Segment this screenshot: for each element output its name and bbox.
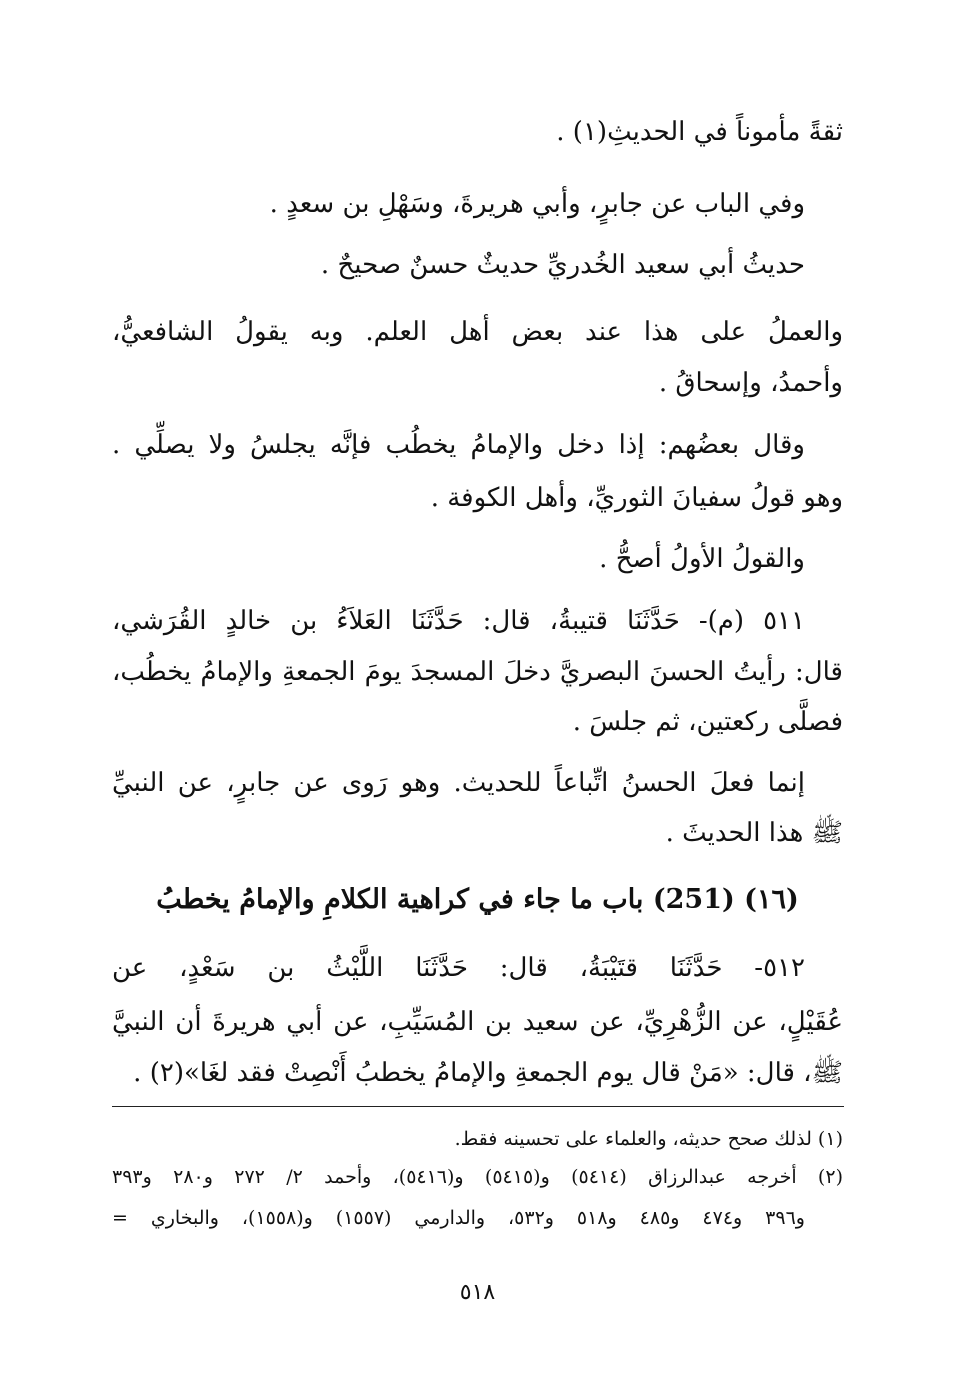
text-line: وقال بعضُهم: إذا دخل والإمامُ يخطُب فإنَّه يجلسُ ولا يصلِّي . — [112, 430, 805, 460]
text-line: قال: رأيتُ الحسنَ البصريَّ دخلَ المسجدَ يومَ الجمعةِ والإمامُ يخطُب، — [112, 657, 843, 687]
text-line: وفي الباب عن جابرٍ، وأبي هريرةَ، وسَهْلِ بن سعدٍ . — [269, 189, 805, 219]
text-line: ثقةً مأموناً في الحديثِ(١) . — [556, 117, 843, 147]
text-line: فصلَّى ركعتين، ثم جلسَ . — [572, 707, 843, 737]
text-line: وهو قولُ سفيانَ الثوريِّ، وأهل الكوفة . — [430, 483, 843, 513]
footnote-line: (٢) أخرجه عبدالرزاق (٥٤١٤) و(٥٤١٥) و(٥٤١٦)، وأحمد ٢/ ٢٧٢ و٢٨٠ و٣٩٣ — [112, 1166, 843, 1188]
text-line: حديثُ أبي سعيد الخُدريِّ حديثٌ حسنٌ صحيحٌ . — [320, 250, 805, 280]
page-number: ٥١٨ — [459, 1280, 496, 1305]
text-line: وأحمدُ، وإسحاقُ . — [658, 368, 843, 398]
text-line: والقولُ الأولُ أصحُّ . — [599, 544, 805, 574]
text-line: ٥١١ (م)- حَدَّثَنَا قتيبةُ، قال: حَدَّثَنَا العَلاَءُ بن خالدٍ القُرَشي، — [112, 606, 805, 636]
footnote-separator — [112, 1106, 844, 1107]
footnote-line: (١) لذلك صحح حديثه، والعلماء على تحسينه فقط. — [454, 1128, 843, 1150]
text-line: ﷺ هذا الحديثَ . — [665, 818, 843, 848]
section-heading: (١٦) (251) باب ما جاء في كراهية الكلامِ والإمامُ يخطبُ — [156, 884, 799, 915]
text-line: إنما فعلَ الحسنُ اتِّباعاً للحديث. وهو رَوى عن جابرٍ، عن النبيِّ — [112, 768, 805, 798]
footnote-line: و٣٩٦ و٤٧٤ و٤٨٥ و٥١٨ و٥٣٢، والدارمي (١٥٥٧) و(١٥٥٨)، والبخاري = — [112, 1207, 805, 1229]
text-line: ﷺ، قال: «مَنْ قال يوم الجمعةِ والإمامُ يخطبُ أَنْصِتْ فقد لغَا»(٢) . — [133, 1058, 843, 1088]
text-line: ٥١٢- حَدَّثَنَا قتَيْبَةُ، قال: حَدَّثَنَا اللَّيْثُ بن سَعْدٍ، عن — [112, 953, 805, 983]
text-line: عُقَيْلٍ، عن الزُّهْرِيِّ، عن سعيد بن المُسَيِّبِ، عن أبي هريرةَ أن النبيَّ — [112, 1007, 843, 1037]
text-line: والعملُ على هذا عند بعض أهل العلم. وبه يقولُ الشافعيُّ، — [112, 317, 843, 347]
